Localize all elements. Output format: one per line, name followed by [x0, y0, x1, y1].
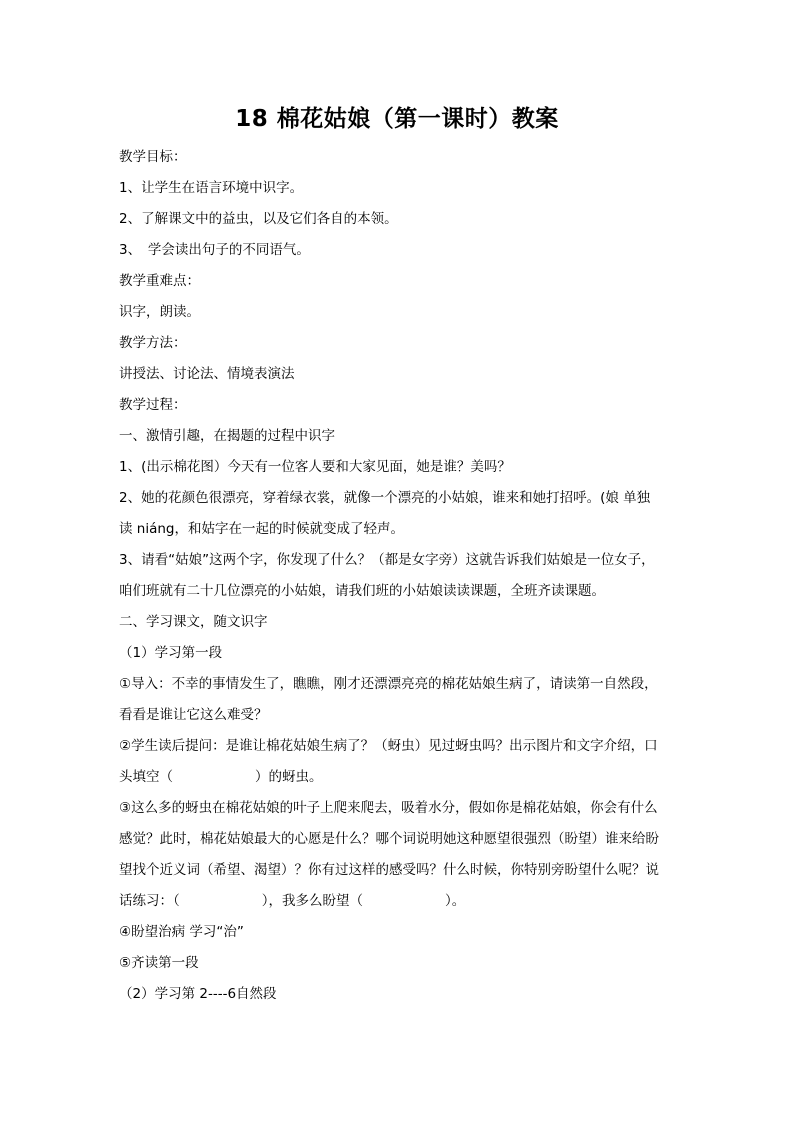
text-line: （1）学习第一段 [119, 645, 223, 661]
text-line: 讲授法、讨论法、情境表演法 [119, 366, 295, 382]
practice-prefix: 话练习：（ [119, 893, 180, 909]
text-line: 2、了解课文中的益虫，以及它们各自的本领。 [119, 211, 398, 227]
text-line: 识字，朗读。 [119, 304, 200, 320]
text-line: 教学重难点： [119, 273, 200, 289]
text-line: （2）学习第 2----6自然段 [119, 986, 277, 1002]
text-line: 一、激情引趣，在揭题的过程中识字 [119, 428, 335, 444]
text-line: 教学过程： [119, 397, 187, 413]
text-line: 看看是谁让它这么难受？ [119, 707, 268, 723]
text-line: 感觉？此时，棉花姑娘最大的心愿是什么？哪个词说明她这种愿望很强烈（盼望）谁来给盼 [119, 831, 659, 847]
text-line: 望找个近义词（希望、渴望）？你有过这样的感受吗？什么时候，你特别旁盼望什么呢？说 [119, 862, 659, 878]
lesson-title: 18 棉花姑娘（第一课时）教案 [235, 106, 559, 132]
practice-middle: ），我多么盼望（ [261, 893, 363, 909]
text-line: 二、学习课文，随文识字 [119, 614, 268, 630]
text-line: 读 niáng，和姑字在一起的时候就变成了轻声。 [119, 521, 404, 537]
text-line: ②学生读后提问：是谁让棉花姑娘生病了？（蚜虫）见过蚜虫吗？出示图片和文字介绍，口 [119, 738, 658, 754]
text-line: 咱们班就有二十几位漂亮的小姑娘，请我们班的小姑娘读读课题，全班齐读课题。 [119, 583, 605, 599]
text-line: ①导入：不幸的事情发生了，瞧瞧，刚才还漂漂亮亮的棉花姑娘生病了，请读第一自然段， [119, 676, 658, 692]
fill-blank-suffix: ）的蚜虫。 [255, 769, 323, 785]
text-line: ⑤齐读第一段 [119, 955, 199, 971]
fill-blank-line [119, 762, 685, 793]
text-line: ④盼望治病 学习“治” [119, 924, 244, 940]
text-line: 3、 学会读出句子的不同语气。 [119, 242, 310, 258]
practice-suffix: ）。 [445, 893, 466, 909]
lesson-content [119, 142, 685, 1010]
text-line: 3、请看“姑娘”这两个字，你发现了什么？（都是女字旁）这就告诉我们姑娘是一位女子， [119, 552, 655, 568]
fill-blank-prefix: 头填空（ [119, 769, 173, 785]
text-line: 1、让学生在语言环境中识字。 [119, 180, 304, 196]
text-line: 2、她的花颜色很漂亮，穿着绿衣裳，就像一个漂亮的小姑娘，谁来和她打招呼。(娘 单独 [119, 490, 651, 506]
practice-line [119, 886, 685, 917]
text-line: ③这么多的蚜虫在棉花姑娘的叶子上爬来爬去，吸着水分，假如你是棉花姑娘，你会有什么 [119, 800, 658, 816]
text-line: 教学目标： [119, 149, 187, 165]
text-line: 教学方法： [119, 335, 187, 351]
text-line: 1、(出示棉花图）今天有一位客人要和大家见面，她是谁？美吗？ [119, 459, 511, 475]
